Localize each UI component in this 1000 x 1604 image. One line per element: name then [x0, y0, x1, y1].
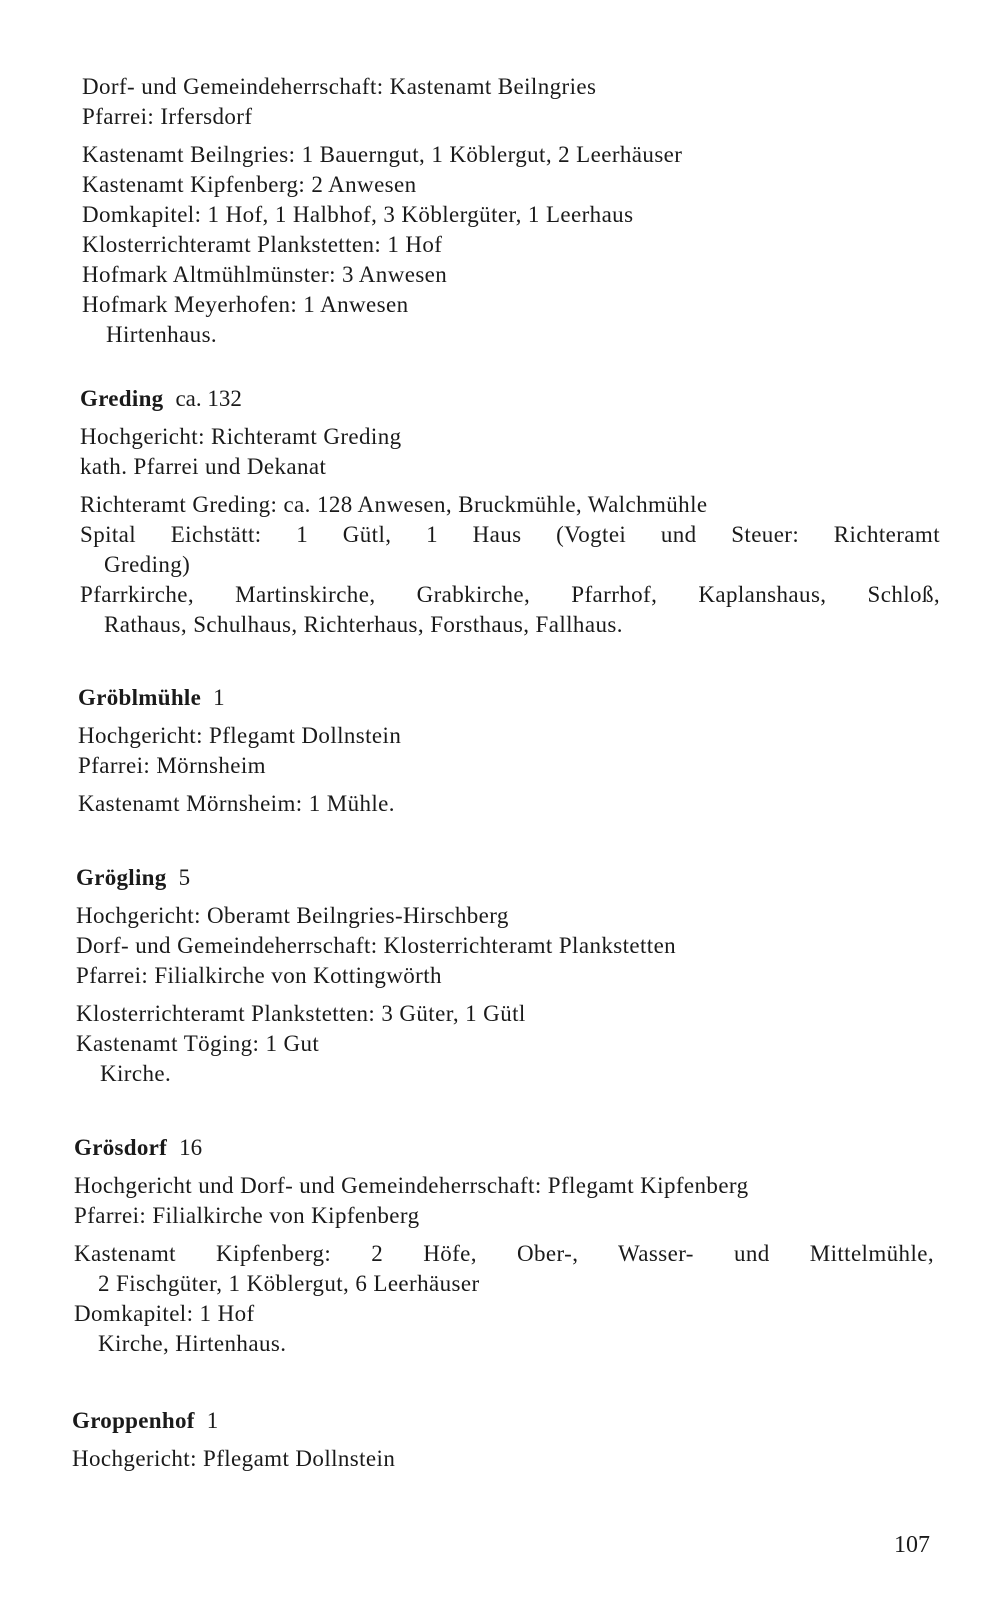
- entry-greding: [80, 384, 940, 640]
- text-line: Hofmark Meyerhofen: 1 Anwesen: [82, 292, 409, 317]
- household-count: 16: [179, 1135, 203, 1160]
- text-line: Richteramt Greding: ca. 128 Anwesen, Bruckmühle, Walchmühle: [80, 492, 708, 517]
- text-line: Pfarrei: Irfersdorf: [82, 104, 253, 129]
- entry-groppenhof: [72, 1406, 932, 1474]
- text-line: Pfarrei: Filialkirche von Kipfenberg: [74, 1203, 420, 1228]
- text-line: Domkapitel: 1 Hof, 1 Halbhof, 3 Köblergüter, 1 Leerhaus: [82, 202, 634, 227]
- text-line: Rathaus, Schulhaus, Richterhaus, Forsthaus, Fallhaus.: [104, 612, 623, 637]
- entry-groeblmuehle: [78, 683, 938, 819]
- text-line: 2 Fischgüter, 1 Köblergut, 6 Leerhäuser: [98, 1271, 480, 1296]
- entry-heading: [80, 384, 940, 414]
- text-line: Kastenamt Kipfenberg: 2 Anwesen: [82, 172, 417, 197]
- text-line: Hirtenhaus.: [106, 322, 218, 347]
- place-name: Grögling: [76, 865, 167, 890]
- text-line: Greding): [104, 552, 191, 577]
- household-count: ca. 132: [175, 386, 242, 411]
- text-line: Klosterrichteramt Plankstetten: 1 Hof: [82, 232, 443, 257]
- text-line: Pfarrei: Mörnsheim: [78, 753, 266, 778]
- place-name: Greding: [80, 386, 164, 411]
- place-name: Gröblmühle: [78, 685, 202, 710]
- text-line: Kastenamt Mörnsheim: 1 Mühle.: [78, 791, 395, 816]
- text-line: Hochgericht: Richteramt Greding: [80, 424, 402, 449]
- text-line: Domkapitel: 1 Hof: [74, 1301, 255, 1326]
- text-line: Kastenamt Kipfenberg: 2 Höfe, Ober-, Wasser- und Mittelmühle,: [74, 1241, 934, 1266]
- entry-groegling: [76, 863, 936, 1089]
- text-line: kath. Pfarrei und Dekanat: [80, 454, 327, 479]
- household-count: 1: [213, 685, 225, 710]
- text-line: Spital Eichstätt: 1 Gütl, 1 Haus (Vogtei und Steuer: Richteramt: [80, 522, 940, 547]
- intro-block: [82, 72, 942, 350]
- text-line: Pfarrkirche, Martinskirche, Grabkirche, Pfarrhof, Kaplanshaus, Schloß,: [80, 582, 940, 607]
- text-line: Kirche, Hirtenhaus.: [98, 1331, 287, 1356]
- entry-groesdorf: [74, 1133, 934, 1359]
- entry-heading: [76, 863, 936, 893]
- place-name: Grösdorf: [74, 1135, 168, 1160]
- text-line: Kastenamt Töging: 1 Gut: [76, 1031, 320, 1056]
- entry-heading: [78, 683, 938, 713]
- text-line: Hochgericht: Pflegamt Dollnstein: [78, 723, 402, 748]
- text-line: Kirche.: [100, 1061, 172, 1086]
- household-count: 1: [206, 1408, 219, 1433]
- text-line: Hochgericht: Oberamt Beilngries-Hirschberg: [76, 903, 509, 928]
- entry-heading: [74, 1133, 934, 1163]
- text-line: Dorf- und Gemeindeherrschaft: Klosterrichteramt Plankstetten: [76, 933, 677, 958]
- text-line: Hochgericht: Pflegamt Dollnstein: [72, 1446, 396, 1471]
- page-number: 107: [894, 1532, 930, 1558]
- text-line: Pfarrei: Filialkirche von Kottingwörth: [76, 963, 442, 988]
- text-line: Klosterrichteramt Plankstetten: 3 Güter, 1 Gütl: [76, 1001, 526, 1026]
- place-name: Groppenhof: [72, 1408, 195, 1433]
- entry-heading: [72, 1406, 932, 1436]
- text-line: Hofmark Altmühlmünster: 3 Anwesen: [82, 262, 448, 287]
- text-line: Hochgericht und Dorf- und Gemeindeherrschaft: Pflegamt Kipfenberg: [74, 1173, 749, 1198]
- household-count: 5: [178, 865, 191, 890]
- text-line: Dorf- und Gemeindeherrschaft: Kastenamt Beilngries: [82, 74, 597, 99]
- text-line: Kastenamt Beilngries: 1 Bauerngut, 1 Köblergut, 2 Leerhäuser: [82, 142, 683, 167]
